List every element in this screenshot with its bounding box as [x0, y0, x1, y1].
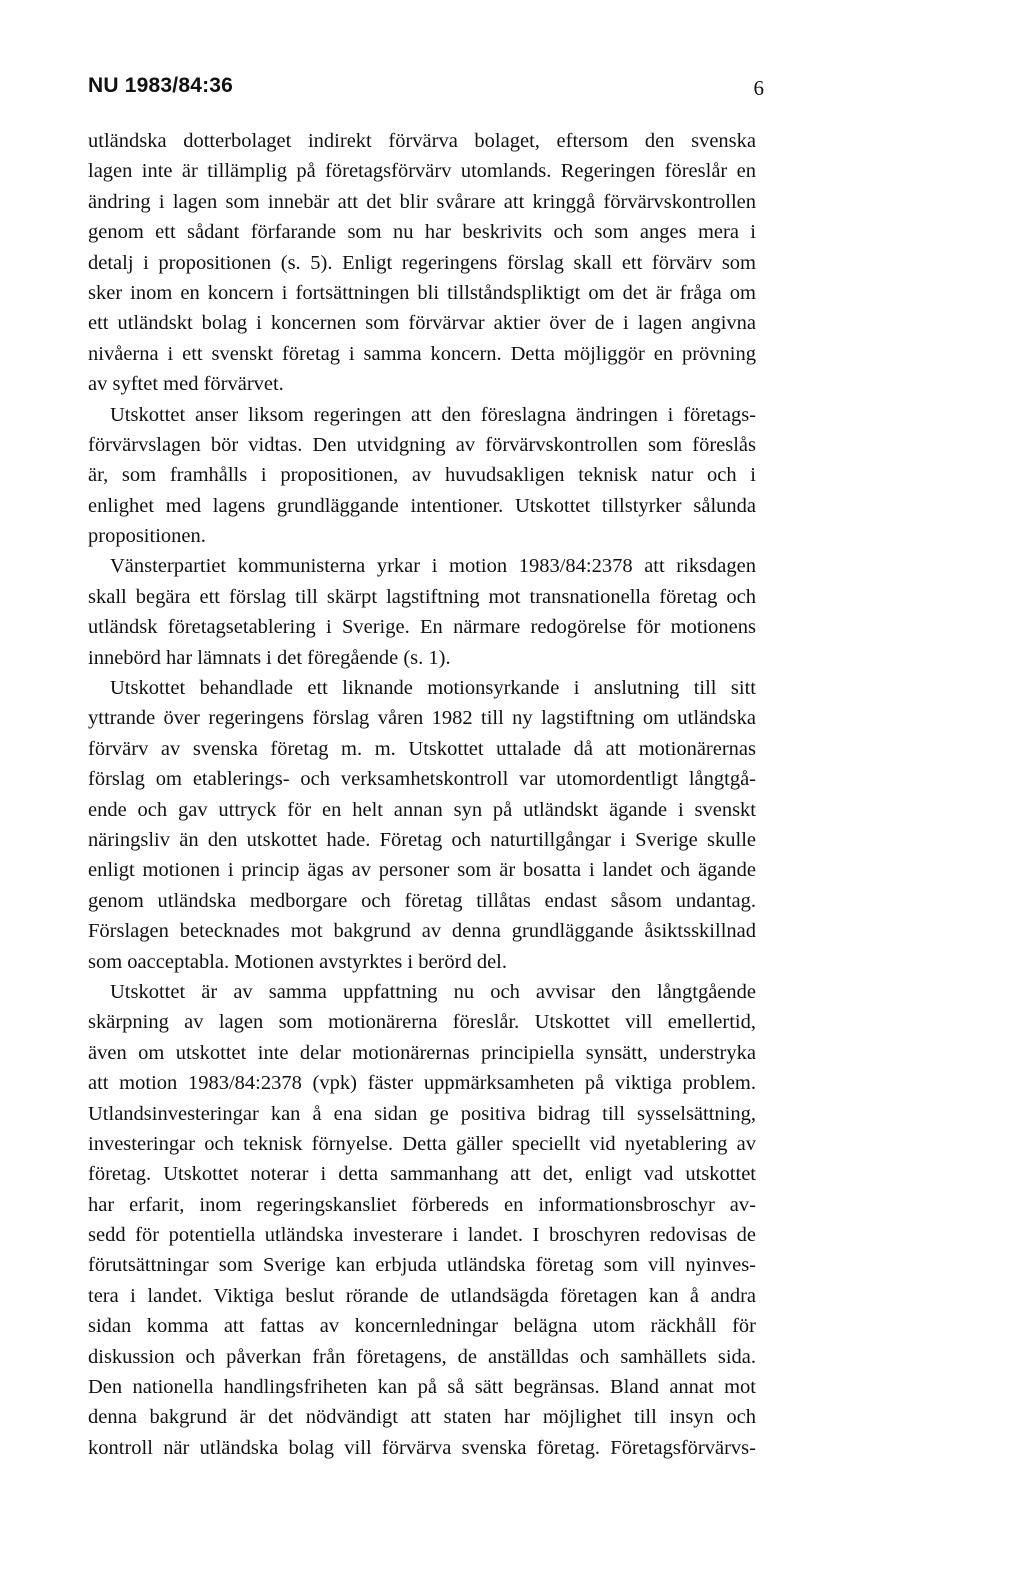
text-line: Utskottet anser liksom regeringen att den föreslagna ändringen i företags- — [110, 403, 756, 426]
text-line: näringsliv än den utskottet hade. Företag och naturtillgångar i Sverige skulle — [88, 828, 756, 851]
text-line: skärpning av lagen som motionärerna föreslår. Utskottet vill emellertid, — [88, 1011, 756, 1034]
text-line: har erfarit, inom regeringskansliet förbereds en informationsbroschyr av- — [88, 1193, 756, 1216]
text-line: förslag om etablerings- och verksamhetskontroll var utomordentligt långtgå- — [88, 768, 756, 791]
text-line: ändring i lagen som innebär att det blir svårare att kringgå förvärvskontrollen — [88, 190, 756, 213]
text-line: yttrande över regeringens förslag våren 1982 till ny lagstiftning om utländska — [88, 707, 756, 730]
text-line: enlighet med lagens grundläggande intentioner. Utskottet tillstyrker sålunda — [88, 494, 756, 517]
text-line: ett utländskt bolag i koncernen som förvärvar aktier över de i lagen angivna — [88, 312, 756, 335]
text-line: nivåerna i ett svenskt företag i samma koncern. Detta möjliggör en prövning — [88, 342, 756, 365]
text-line: genom utländska medborgare och företag tillåtas endast såsom undantag. — [88, 889, 756, 912]
text-line: sidan komma att fattas av koncernledningar belägna utom räckhåll för — [88, 1315, 756, 1338]
text-line: ende och gav uttryck för en helt annan syn på utländskt ägande i svenskt — [88, 798, 756, 821]
text-line: innebörd har lämnats i det föregående (s. 1). — [88, 646, 451, 669]
text-line: av syftet med förvärvet. — [88, 373, 284, 396]
text-line: företag. Utskottet noterar i detta sammanhang att det, enligt vad utskottet — [88, 1163, 756, 1186]
page-number: 6 — [753, 76, 764, 100]
text-line: kontroll när utländska bolag vill förvärva svenska företag. Företagsförvärvs- — [88, 1436, 756, 1459]
page-header — [88, 74, 768, 104]
text-line: utländska dotterbolaget indirekt förvärva bolaget, eftersom den svenska — [88, 130, 756, 152]
text-line: Förslagen betecknades mot bakgrund av denna grundläggande åsiktsskillnad — [88, 920, 756, 943]
text-line: förvärvslagen bör vidtas. Den utvidgning av förvärvskontrollen som föreslås — [88, 433, 756, 456]
text-line: lagen inte är tillämplig på företagsförvärv utomlands. Regeringen föreslår en — [88, 160, 756, 183]
text-line: Vänsterpartiet kommunisterna yrkar i motion 1983/84:2378 att riksdagen — [110, 555, 756, 578]
text-line: Utskottet behandlade ett liknande motionsyrkande i anslutning till sitt — [110, 677, 756, 700]
text-line: som oacceptabla. Motionen avstyrktes i berörd del. — [88, 950, 507, 973]
text-line: sker inom en koncern i fortsättningen bli tillståndspliktigt om det är fråga om — [88, 281, 756, 304]
text-line: propositionen. — [88, 525, 206, 548]
text-line: tera i landet. Viktiga beslut rörande de utlandsägda företagen kan å andra — [88, 1284, 756, 1307]
document-id: NU 1983/84:36 — [88, 74, 234, 97]
text-line: investeringar och teknisk förnyelse. Detta gäller speciellt vid nyetablering av — [88, 1132, 756, 1155]
text-line: denna bakgrund är det nödvändigt att staten har möjlighet till insyn och — [88, 1406, 756, 1429]
text-line: Utlandsinvesteringar kan å ena sidan ge positiva bidrag till sysselsättning, — [88, 1102, 756, 1125]
text-line: även om utskottet inte delar motionärernas principiella synsätt, understryka — [88, 1041, 756, 1064]
text-line: diskussion och påverkan från företagens, de anställdas och samhällets sida. — [88, 1345, 756, 1368]
body-text — [88, 126, 756, 1463]
text-line: sedd för potentiella utländska investerare i landet. I broschyren redovisas de — [88, 1224, 756, 1247]
text-line: detalj i propositionen (s. 5). Enligt regeringens förslag skall ett förvärv som — [88, 251, 756, 274]
text-line: är, som framhålls i propositionen, av huvudsakligen teknisk natur och i — [88, 464, 756, 487]
text-line: förutsättningar som Sverige kan erbjuda utländska företag som vill nyinves- — [88, 1254, 756, 1277]
text-line: förvärv av svenska företag m. m. Utskottet uttalade då att motionärernas — [88, 737, 756, 760]
text-line: Den nationella handlingsfriheten kan på så sätt begränsas. Bland annat mot — [88, 1376, 756, 1399]
text-line: utländsk företagsetablering i Sverige. En närmare redogörelse för motionens — [88, 616, 756, 639]
text-line: att motion 1983/84:2378 (vpk) fäster uppmärksamheten på viktiga problem. — [88, 1072, 756, 1095]
text-line: genom ett sådant förfarande som nu har beskrivits och som anges mera i — [88, 221, 756, 244]
text-line: enligt motionen i princip ägas av personer som är bosatta i landet och ägande — [88, 859, 756, 882]
text-line: Utskottet är av samma uppfattning nu och avvisar den långtgående — [110, 980, 756, 1003]
text-line: skall begära ett förslag till skärpt lagstiftning mot transnationella företag och — [88, 585, 756, 608]
